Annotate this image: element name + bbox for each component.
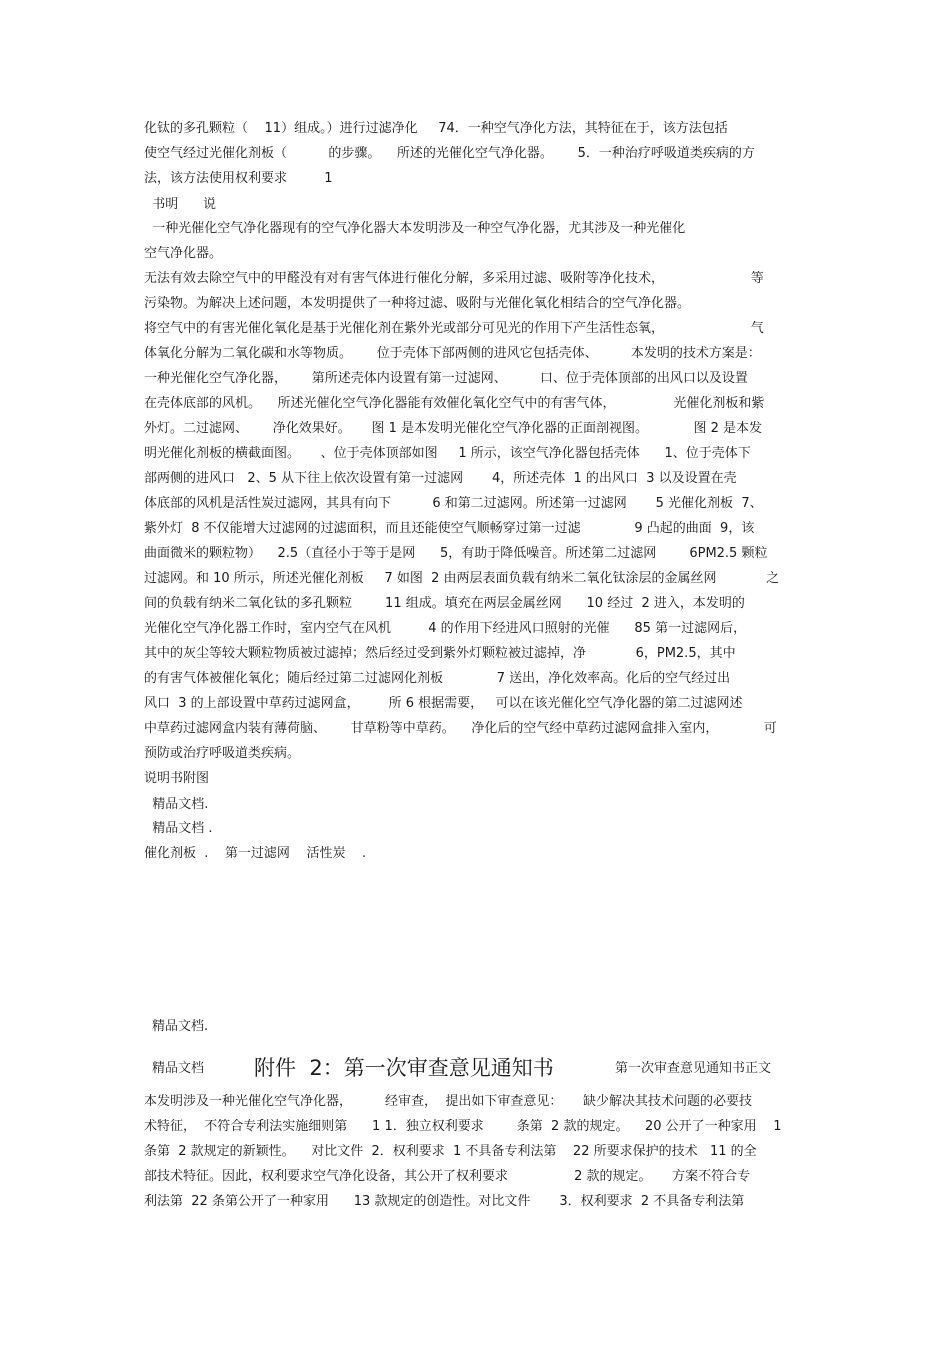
text-line: 风口 3 的上部设置中草药过滤网盒， 所 6 根据需要， 可以在该光催化空气净化器的第二过滤网述 <box>144 696 743 711</box>
header-left-label: 精品文档 <box>152 1061 205 1076</box>
text-line: 的有害气体被催化氧化；随后经过第二过滤网化剂板 7 送出，净化效率高。化后的空气经过出 <box>144 671 731 686</box>
text-line: 过滤网。和 10 所示，所述光催化剂板 7 如图 2 由两层表面负载有纳米二氧化钛涂层的金属丝网 之 <box>144 571 780 586</box>
text-line: 使空气经过光催化剂板（ 的步骤。 所述的光催化空气净化器。 5．一种治疗呼吸道类疾病的方 <box>144 146 755 161</box>
watermark-text: 精品文档. <box>152 1019 209 1034</box>
text-line: 明光催化剂板的横截面图。 、位于壳体顶部如图 1 所示，该空气净化器包括壳体 1、位于壳体下 <box>144 446 751 461</box>
text-line: 预防或治疗呼吸道类疾病。 <box>144 746 301 761</box>
text-line: 其中的灰尘等较大颗粒物质被过滤掉；然后经过受到紫外灯颗粒被过滤掉，净 6，PM2.5，其中 <box>144 646 736 661</box>
text-line: 精品文档. <box>144 797 209 812</box>
text-line: 将空气中的有害光催化氧化是基于光催化剂在紫外光或部分可见光的作用下产生活性态氧， 气 <box>144 321 764 336</box>
text-line: 精品文档 . <box>144 821 213 836</box>
text-line: 一种光催化空气净化器， 第所述壳体内设置有第一过滤网、 口、位于壳体顶部的出风口以及设置 <box>144 371 748 386</box>
text-line: 中草药过滤网盒内装有薄荷脑、 甘草粉等中草药。 净化后的空气经中草药过滤网盒排入室内， 可 <box>144 721 777 736</box>
text-line: 说明书附图 <box>144 771 210 786</box>
page-title: 附件 2：第一次审查意见通知书 <box>254 1056 554 1080</box>
text-line: 部技术特征。因此，权利要求空气净化设备，其公开了权利要求 2 款的规定。 方案不符合专 <box>144 1169 751 1184</box>
text-line: 部两侧的进风口 2、5 从下往上依次设置有第一过滤网 4，所述壳体 1 的出风口 3 以及设置在壳 <box>144 471 737 486</box>
text-line: 条第 2 款规定的新颖性。 对比文件 2．权利要求 1 不具备专利法第 22 所要求保护的技术 11 的全 <box>144 1144 757 1159</box>
text-line: 化钛的多孔颗粒（ 11）组成。）进行过滤净化 74．一种空气净化方法，其特征在于，该方法包括 <box>144 121 728 136</box>
text-line: 本发明涉及一种光催化空气净化器， 经审查， 提出如下审查意见： 缺少解决其技术问题的必要技 <box>144 1094 752 1109</box>
text-line: 体底部的风机是活性炭过滤网，其具有向下 6 和第二过滤网。所述第一过滤网 5 光催化剂板 7、 <box>144 496 763 511</box>
text-line: 光催化空气净化器工作时，室内空气在风机 4 的作用下经进风口照射的光催 85 第一过滤网后， <box>144 621 747 636</box>
text-line: 无法有效去除空气中的甲醛没有对有害气体进行催化分解，多采用过滤、吸附等净化技术， 等 <box>144 271 764 286</box>
text-line: 在壳体底部的风机。 所述光催化空气净化器能有效催化氧化空气中的有害气体， 光催化剂板和紫 <box>144 396 765 411</box>
text-line: 催化剂板 . 第一过滤网 活性炭 . <box>144 846 367 861</box>
text-line: 空气净化器。 <box>144 246 223 261</box>
text-line: 利法第 22 条第公开了一种家用 13 款规定的创造性。对比文件 3．权利要求 2 不具备专利法第 <box>144 1194 745 1209</box>
text-line: 曲面微米的颗粒物） 2.5（直径小于等于是网 5，有助于降低噪音。所述第二过滤网 6PM2.5 颗粒 <box>144 546 768 561</box>
text-line: 外灯。二过滤网、 净化效果好。 图 1 是本发明光催化空气净化器的正面剖视图。 图 2 是本发 <box>144 421 762 436</box>
text-line: 污染物。为解决上述问题，本发明提供了一种将过滤、吸附与光催化氧化相结合的空气净化器。 <box>144 296 691 311</box>
text-line: 紫外灯 8 不仅能增大过滤网的过滤面积，而且还能使空气顺畅穿过第一过滤 9 凸起的曲面 9，该 <box>144 521 755 536</box>
text-line: 体氧化分解为二氧化碳和水等物质。 位于壳体下部两侧的进风它包括壳体、 本发明的技术方案是： <box>144 346 761 361</box>
text-line: 一种光催化空气净化器现有的空气净化器大本发明涉及一种空气净化器，尤其涉及一种光催化 <box>144 221 686 236</box>
header-right-label: 第一次审查意见通知书正文 <box>615 1061 772 1076</box>
text-line: 法，该方法使用权利要求 1 <box>144 171 333 186</box>
text-line: 书明 说 <box>144 197 217 212</box>
text-line: 术特征， 不符合专利法实施细则第 1 1．独立权利要求 条第 2 款的规定。 20 公开了一种家用 1 <box>144 1119 782 1134</box>
text-line: 间的负载有纳米二氧化钛的多孔颗粒 11 组成。填充在两层金属丝网 10 经过 2 进入，本发明的 <box>144 596 745 611</box>
